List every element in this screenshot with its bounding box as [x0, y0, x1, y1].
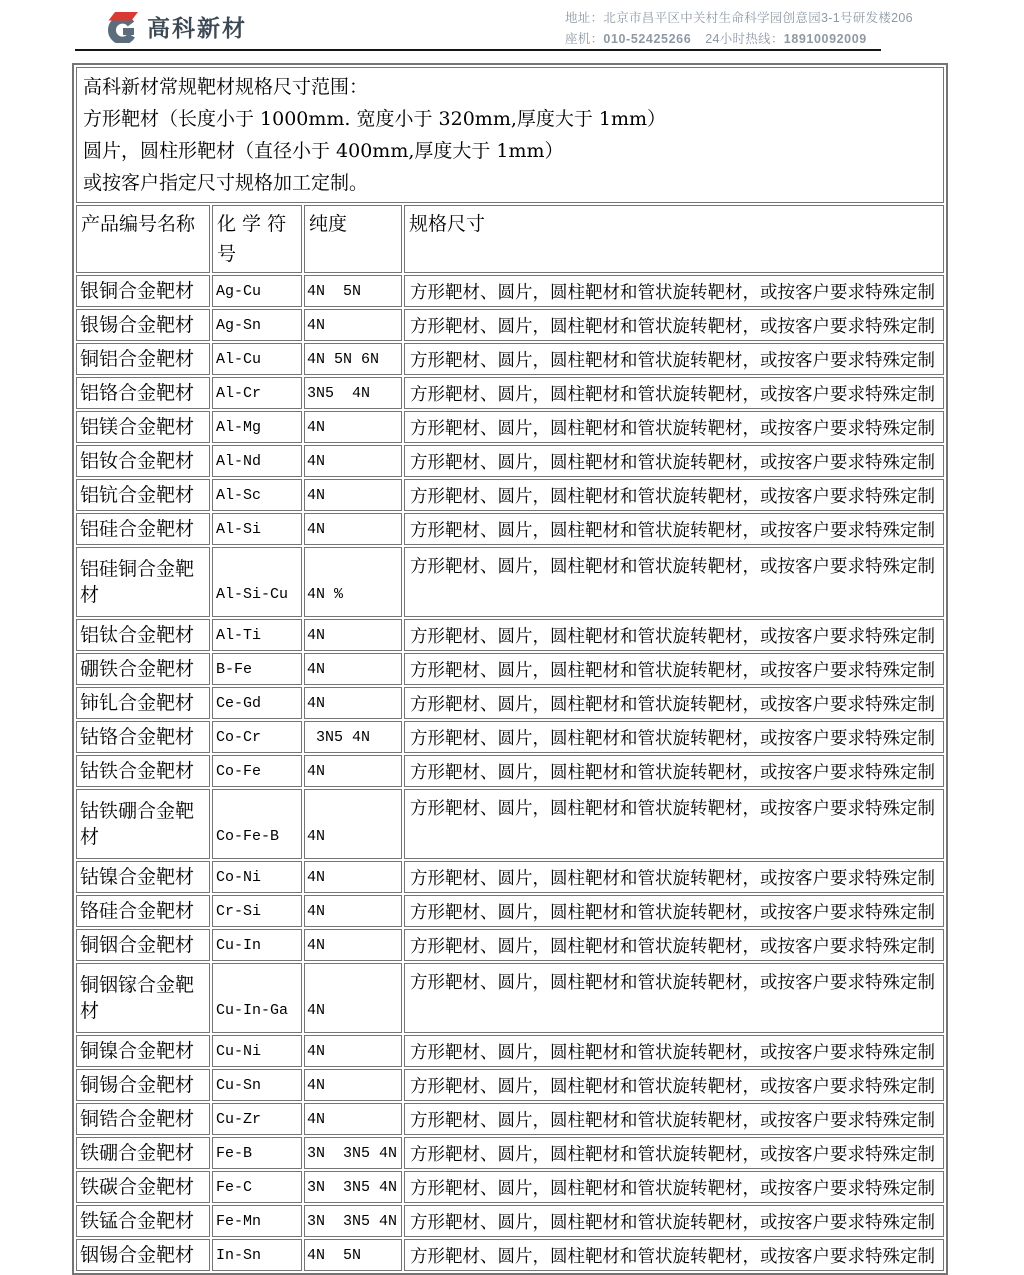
product-name-cell: 铝钛合金靶材 — [76, 619, 210, 651]
product-name-cell: 铝钪合金靶材 — [76, 479, 210, 511]
spec-cell: 方形靶材、圆片，圆柱靶材和管状旋转靶材，或按客户要求特殊定制 — [404, 411, 944, 443]
header-divider — [75, 49, 881, 51]
spec-cell: 方形靶材、圆片，圆柱靶材和管状旋转靶材，或按客户要求特殊定制 — [404, 513, 944, 545]
product-name-cell: 铝钕合金靶材 — [76, 445, 210, 477]
purity-cell: 3N 3N5 4N — [304, 1137, 402, 1169]
spec-cell: 方形靶材、圆片，圆柱靶材和管状旋转靶材，或按客户要求特殊定制 — [404, 1205, 944, 1237]
table-row — [76, 653, 944, 685]
spec-cell: 方形靶材、圆片，圆柱靶材和管状旋转靶材，或按客户要求特殊定制 — [404, 1239, 944, 1271]
spec-cell: 方形靶材、圆片，圆柱靶材和管状旋转靶材，或按客户要求特殊定制 — [404, 343, 944, 375]
purity-cell: 3N 3N5 4N — [304, 1205, 402, 1237]
phone-label: 座机： — [565, 32, 604, 46]
spec-cell: 方形靶材、圆片，圆柱靶材和管状旋转靶材，或按客户要求特殊定制 — [404, 1103, 944, 1135]
chemical-symbol-cell: Cu-Sn — [212, 1069, 302, 1101]
site-header — [0, 0, 1024, 52]
purity-cell: 3N 3N5 4N — [304, 1171, 402, 1203]
product-name-cell: 铜锆合金靶材 — [76, 1103, 210, 1135]
product-spec-table — [72, 63, 948, 1275]
spec-cell: 方形靶材、圆片，圆柱靶材和管状旋转靶材，或按客户要求特殊定制 — [404, 377, 944, 409]
spec-cell: 方形靶材、圆片，圆柱靶材和管状旋转靶材，或按客户要求特殊定制 — [404, 721, 944, 753]
purity-cell: 4N 5N 6N — [304, 343, 402, 375]
product-name-cell: 铈钆合金靶材 — [76, 687, 210, 719]
address-label: 地址： — [565, 11, 604, 25]
intro-line: 高科新材常规靶材规格尺寸范围： — [83, 76, 369, 98]
spec-cell: 方形靶材、圆片，圆柱靶材和管状旋转靶材，或按客户要求特殊定制 — [404, 1137, 944, 1169]
product-name-cell: 铬硅合金靶材 — [76, 895, 210, 927]
chemical-symbol-cell: Ce-Gd — [212, 687, 302, 719]
chemical-symbol-cell: Cr-Si — [212, 895, 302, 927]
table-row — [76, 1205, 944, 1237]
spec-cell: 方形靶材、圆片，圆柱靶材和管状旋转靶材，或按客户要求特殊定制 — [404, 895, 944, 927]
purity-cell: 4N — [304, 929, 402, 961]
purity-cell: 4N — [304, 1103, 402, 1135]
chemical-symbol-cell: Co-Cr — [212, 721, 302, 753]
spec-cell: 方形靶材、圆片，圆柱靶材和管状旋转靶材，或按客户要求特殊定制 — [404, 445, 944, 477]
purity-cell: 4N — [304, 755, 402, 787]
chemical-symbol-cell: Co-Ni — [212, 861, 302, 893]
intro-line: 或按客户指定尺寸规格加工定制。 — [83, 172, 369, 194]
chemical-symbol-cell: B-Fe — [212, 653, 302, 685]
spec-cell: 方形靶材、圆片，圆柱靶材和管状旋转靶材，或按客户要求特殊定制 — [404, 687, 944, 719]
product-name-cell: 铝硅铜合金靶材 — [76, 547, 210, 617]
purity-cell: 3N5 4N — [304, 377, 402, 409]
table-row — [76, 861, 944, 893]
table-row — [76, 513, 944, 545]
product-name-cell: 钴镍合金靶材 — [76, 861, 210, 893]
table-row — [76, 929, 944, 961]
purity-cell: 4N — [304, 653, 402, 685]
intro-line: 方形靶材（长度小于 1000mm. 宽度小于 320mm,厚度大于 1mm） — [83, 108, 667, 130]
product-name-cell: 硼铁合金靶材 — [76, 653, 210, 685]
spec-cell: 方形靶材、圆片，圆柱靶材和管状旋转靶材，或按客户要求特殊定制 — [404, 963, 944, 1033]
table-row — [76, 1103, 944, 1135]
chemical-symbol-cell: Al-Mg — [212, 411, 302, 443]
chemical-symbol-cell: Co-Fe-B — [212, 789, 302, 859]
purity-cell: 4N — [304, 895, 402, 927]
product-name-cell: 银锡合金靶材 — [76, 309, 210, 341]
chemical-symbol-cell: Al-Ti — [212, 619, 302, 651]
spec-cell: 方形靶材、圆片，圆柱靶材和管状旋转靶材，或按客户要求特殊定制 — [404, 1035, 944, 1067]
chemical-symbol-cell: Al-Si — [212, 513, 302, 545]
table-row — [76, 789, 944, 859]
product-name-cell: 铟锡合金靶材 — [76, 1239, 210, 1271]
chemical-symbol-cell: Cu-In-Ga — [212, 963, 302, 1033]
logo-g-icon — [102, 11, 140, 43]
column-header-specifications: 规格尺寸 — [404, 205, 944, 273]
table-row — [76, 547, 944, 617]
purity-cell: 4N — [304, 687, 402, 719]
product-name-cell: 铜镍合金靶材 — [76, 1035, 210, 1067]
table-row — [76, 687, 944, 719]
purity-cell: 4N — [304, 479, 402, 511]
purity-cell: 4N — [304, 619, 402, 651]
table-row — [76, 1069, 944, 1101]
product-name-cell: 铜铝合金靶材 — [76, 343, 210, 375]
table-row — [76, 755, 944, 787]
intro-row — [76, 67, 944, 203]
spec-cell: 方形靶材、圆片，圆柱靶材和管状旋转靶材，或按客户要求特殊定制 — [404, 653, 944, 685]
purity-cell: 4N — [304, 1069, 402, 1101]
phone-line — [565, 29, 913, 50]
table-row — [76, 1171, 944, 1203]
hotline-label: 24小时热线： — [705, 32, 784, 46]
column-header-purity: 纯度 — [304, 205, 402, 273]
purity-cell: 4N — [304, 861, 402, 893]
spec-cell: 方形靶材、圆片，圆柱靶材和管状旋转靶材，或按客户要求特殊定制 — [404, 479, 944, 511]
column-header-chemical-symbol: 化 学 符号 — [212, 205, 302, 273]
product-name-cell: 钴铁合金靶材 — [76, 755, 210, 787]
product-name-cell: 铁碳合金靶材 — [76, 1171, 210, 1203]
spec-cell: 方形靶材、圆片，圆柱靶材和管状旋转靶材，或按客户要求特殊定制 — [404, 789, 944, 859]
product-name-cell: 铝铬合金靶材 — [76, 377, 210, 409]
product-name-cell: 铜锡合金靶材 — [76, 1069, 210, 1101]
table-row — [76, 343, 944, 375]
purity-cell: 4N 5N — [304, 1239, 402, 1271]
table-row — [76, 275, 944, 307]
table-row — [76, 1035, 944, 1067]
spec-cell: 方形靶材、圆片，圆柱靶材和管状旋转靶材，或按客户要求特殊定制 — [404, 861, 944, 893]
table-row — [76, 895, 944, 927]
chemical-symbol-cell: In-Sn — [212, 1239, 302, 1271]
table-row — [76, 479, 944, 511]
product-name-cell: 铜铟镓合金靶材 — [76, 963, 210, 1033]
table-header-row — [76, 205, 944, 273]
chemical-symbol-cell: Fe-B — [212, 1137, 302, 1169]
chemical-symbol-cell: Al-Nd — [212, 445, 302, 477]
spec-cell: 方形靶材、圆片，圆柱靶材和管状旋转靶材，或按客户要求特殊定制 — [404, 275, 944, 307]
table-row — [76, 445, 944, 477]
purity-cell: 4N — [304, 1035, 402, 1067]
product-name-cell: 银铜合金靶材 — [76, 275, 210, 307]
logo-text: 高科新材 — [147, 15, 247, 41]
company-logo[interactable] — [102, 10, 247, 43]
purity-cell: 4N — [304, 309, 402, 341]
table-row — [76, 377, 944, 409]
chemical-symbol-cell: Cu-In — [212, 929, 302, 961]
chemical-symbol-cell: Cu-Ni — [212, 1035, 302, 1067]
purity-cell: 4N % — [304, 547, 402, 617]
spec-cell: 方形靶材、圆片，圆柱靶材和管状旋转靶材，或按客户要求特殊定制 — [404, 1069, 944, 1101]
table-row — [76, 963, 944, 1033]
product-name-cell: 铁硼合金靶材 — [76, 1137, 210, 1169]
chemical-symbol-cell: Cu-Zr — [212, 1103, 302, 1135]
hotline-value: 18910092009 — [783, 32, 867, 46]
intro-line: 圆片，圆柱形靶材（直径小于 400mm,厚度大于 1mm） — [83, 140, 564, 162]
intro-block — [76, 67, 944, 203]
purity-cell: 4N — [304, 513, 402, 545]
product-name-cell: 铝硅合金靶材 — [76, 513, 210, 545]
purity-cell: 4N — [304, 963, 402, 1033]
table-row — [76, 309, 944, 341]
table-row — [76, 1137, 944, 1169]
spec-cell: 方形靶材、圆片，圆柱靶材和管状旋转靶材，或按客户要求特殊定制 — [404, 755, 944, 787]
purity-cell: 4N — [304, 789, 402, 859]
spec-cell: 方形靶材、圆片，圆柱靶材和管状旋转靶材，或按客户要求特殊定制 — [404, 619, 944, 651]
product-name-cell: 钴铁硼合金靶材 — [76, 789, 210, 859]
purity-cell: 4N — [304, 445, 402, 477]
product-name-cell: 钴铬合金靶材 — [76, 721, 210, 753]
address-value: 北京市昌平区中关村生命科学园创意园3-1号研发楼206 — [603, 11, 913, 25]
chemical-symbol-cell: Al-Si-Cu — [212, 547, 302, 617]
spec-cell: 方形靶材、圆片，圆柱靶材和管状旋转靶材，或按客户要求特殊定制 — [404, 309, 944, 341]
product-name-cell: 铁锰合金靶材 — [76, 1205, 210, 1237]
table-row — [76, 411, 944, 443]
product-name-cell: 铝镁合金靶材 — [76, 411, 210, 443]
spec-cell: 方形靶材、圆片，圆柱靶材和管状旋转靶材，或按客户要求特殊定制 — [404, 929, 944, 961]
purity-cell: 4N 5N — [304, 275, 402, 307]
chemical-symbol-cell: Co-Fe — [212, 755, 302, 787]
contact-info — [565, 8, 913, 50]
product-name-cell: 铜铟合金靶材 — [76, 929, 210, 961]
chemical-symbol-cell: Al-Cr — [212, 377, 302, 409]
chemical-symbol-cell: Ag-Sn — [212, 309, 302, 341]
table-row — [76, 619, 944, 651]
chemical-symbol-cell: Fe-Mn — [212, 1205, 302, 1237]
chemical-symbol-cell: Al-Sc — [212, 479, 302, 511]
spec-cell: 方形靶材、圆片，圆柱靶材和管状旋转靶材，或按客户要求特殊定制 — [404, 1171, 944, 1203]
purity-cell: 4N — [304, 411, 402, 443]
column-header-product-name: 产品编号名称 — [76, 205, 210, 273]
chemical-symbol-cell: Ag-Cu — [212, 275, 302, 307]
table-row — [76, 721, 944, 753]
chemical-symbol-cell: Al-Cu — [212, 343, 302, 375]
chemical-symbol-cell: Fe-C — [212, 1171, 302, 1203]
phone-value: 010-52425266 — [603, 32, 692, 46]
purity-cell: 3N5 4N — [304, 721, 402, 753]
spec-cell: 方形靶材、圆片，圆柱靶材和管状旋转靶材，或按客户要求特殊定制 — [404, 547, 944, 617]
address-line — [565, 8, 913, 29]
table-row — [76, 1239, 944, 1271]
